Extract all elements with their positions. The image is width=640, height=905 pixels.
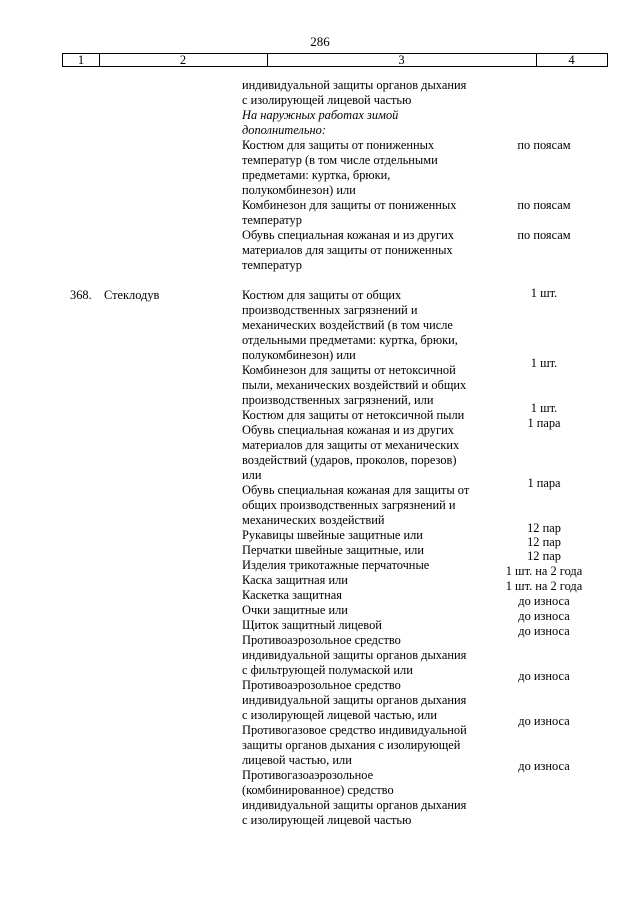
item-quantity: до износа <box>518 714 570 728</box>
item-text-line: с фильтрующей полумаской или <box>242 663 413 677</box>
item-text-line: Очки защитные или <box>242 603 348 617</box>
item-text-line: температур <box>242 258 302 272</box>
item-text-line: индивидуальной защиты органов дыхания <box>242 78 467 92</box>
item-text-line: материалов для защиты от механических <box>242 438 460 452</box>
profession-name: Стеклодув <box>104 288 160 302</box>
item-quantity: по поясам <box>517 228 571 242</box>
item-text-line: Противогазоаэрозольное <box>242 768 374 782</box>
item-quantity: по поясам <box>517 138 571 152</box>
header-col-4: 4 <box>568 53 575 67</box>
item-text-line: воздействий (ударов, проколов, порезов) <box>242 453 457 467</box>
item-text-line: Обувь специальная кожаная для защиты от <box>242 483 470 497</box>
item-text-line: Каскетка защитная <box>242 588 342 602</box>
item-quantity: 12 пар <box>527 535 561 549</box>
item-text-line: Комбинезон для защиты от нетоксичной <box>242 363 456 377</box>
section-note: На наружных работах зимой <box>242 108 399 122</box>
item-text-line: механических воздействий <box>242 513 385 527</box>
item-text-line: Костюм для защиты от общих <box>242 288 402 302</box>
item-text-line: материалов для защиты от пониженных <box>242 243 453 257</box>
item-quantity: до износа <box>518 594 570 608</box>
item-text-line: с изолирующей лицевой частью <box>242 813 412 827</box>
item-text-line: температур <box>242 213 302 227</box>
header-col-1: 1 <box>63 54 100 66</box>
item-text-line: Костюм для защиты от пониженных <box>242 138 435 152</box>
item-text-line: Щиток защитный лицевой <box>242 618 382 632</box>
item-text-line: Противоаэрозольное средство <box>242 678 401 692</box>
item-quantity: 12 пар <box>527 521 561 535</box>
item-text-line: температур (в том числе отдельными <box>242 153 438 167</box>
item-text-line: индивидуальной защиты органов дыхания <box>242 648 467 662</box>
item-text-line: с изолирующей лицевой частью <box>242 93 412 107</box>
entry-number: 368. <box>70 288 92 302</box>
item-text-line: механических воздействий (в том числе <box>242 318 453 332</box>
item-text-line: полукомбинезон) или <box>242 183 356 197</box>
item-text-line: Перчатки швейные защитные, или <box>242 543 424 557</box>
item-text-line: Изделия трикотажные перчаточные <box>242 558 430 572</box>
item-text-line: Противогазовое средство индивидуальной <box>242 723 467 737</box>
item-text-line: (комбинированное) средство <box>242 783 394 797</box>
item-quantity: 1 пара <box>527 476 561 490</box>
item-text-line: или <box>242 468 262 482</box>
header-col-3: 3 <box>267 54 537 66</box>
item-text-line: с изолирующей лицевой частью, или <box>242 708 437 722</box>
item-text-line: Противоаэрозольное средство <box>242 633 401 647</box>
item-quantity: до износа <box>518 759 570 773</box>
item-text-line: лицевой частью, или <box>242 753 352 767</box>
item-quantity: 1 шт. на 2 года <box>505 579 583 593</box>
item-quantity: до износа <box>518 669 570 683</box>
page-number: 286 <box>310 34 330 49</box>
item-text-line: полукомбинезон) или <box>242 348 356 362</box>
item-text-line: Комбинезон для защиты от пониженных <box>242 198 457 212</box>
item-quantity: 1 шт. на 2 года <box>505 564 583 578</box>
header-col-2: 2 <box>99 54 268 66</box>
item-text-line: отдельными предметами: куртка, брюки, <box>242 333 458 347</box>
item-text-line: Обувь специальная кожаная и из других <box>242 423 454 437</box>
item-quantity: до износа <box>518 609 570 623</box>
table-header-row <box>62 53 608 67</box>
item-text-line: Обувь специальная кожаная и из других <box>242 228 454 242</box>
item-text-line: общих производственных загрязнений и <box>242 498 456 512</box>
item-text-line: Рукавицы швейные защитные или <box>242 528 423 542</box>
item-text-line: производственных загрязнений и <box>242 303 418 317</box>
item-quantity: 12 пар <box>527 549 561 563</box>
item-quantity: по поясам <box>517 198 571 212</box>
item-text-line: защиты органов дыхания с изолирующей <box>242 738 461 752</box>
item-text-line: производственных загрязнений, или <box>242 393 434 407</box>
item-quantity: до износа <box>518 624 570 638</box>
item-text-line: предметами: куртка, брюки, <box>242 168 391 182</box>
item-quantity: 1 пара <box>527 416 561 430</box>
item-quantity: 1 шт. <box>530 401 558 415</box>
item-text-line: индивидуальной защиты органов дыхания <box>242 693 467 707</box>
item-text-line: Каска защитная или <box>242 573 348 587</box>
item-quantity: 1 шт. <box>530 286 558 300</box>
item-quantity: 1 шт. <box>530 356 558 370</box>
item-text-line: Костюм для защиты от нетоксичной пыли <box>242 408 465 422</box>
item-text-line: пыли, механических воздействий и общих <box>242 378 467 392</box>
section-note: дополнительно: <box>242 123 326 137</box>
item-text-line: индивидуальной защиты органов дыхания <box>242 798 467 812</box>
